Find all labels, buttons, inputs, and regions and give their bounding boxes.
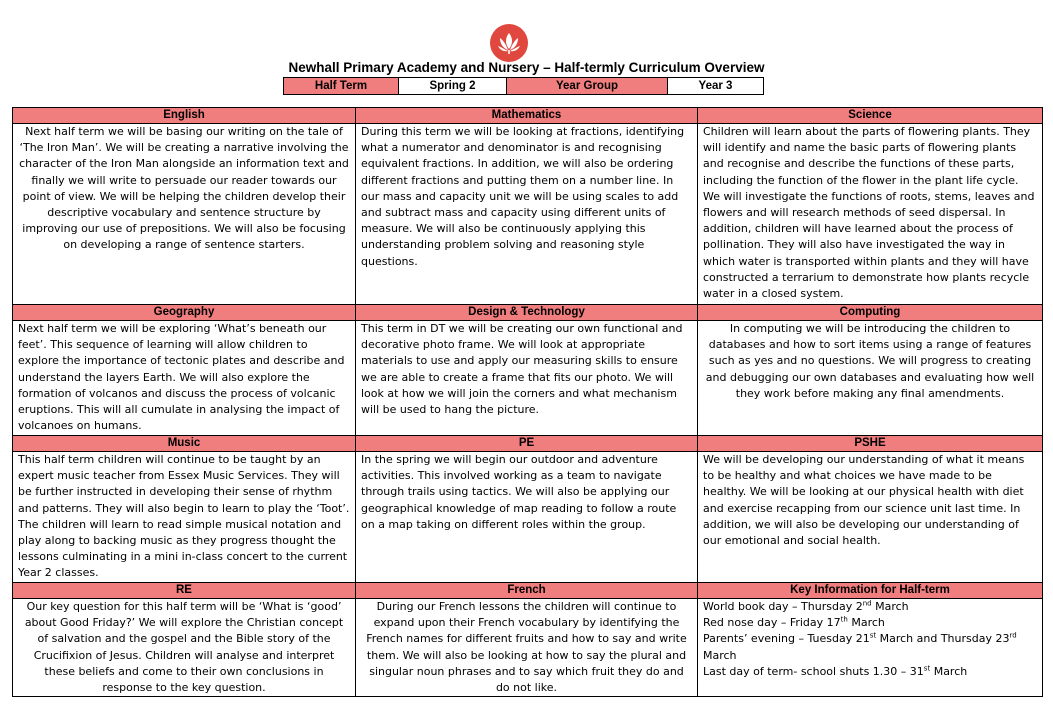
pe-heading: PE <box>356 436 698 452</box>
geography-heading: Geography <box>13 305 356 321</box>
term-info-table <box>283 77 764 95</box>
dt-text: This term in DT we will be creating our own functional and decorative photo frame. We will look at appropriate materials to use and apply our measuring skills to ensure we are able to create a frame that fits our photo. We will look at how we will join the corners and what mechanism will be used to hang the picture. <box>356 321 698 436</box>
french-text: During our French lessons the children will continue to expand upon their French vocabulary by identifying the French names for different fruits and how to say and write them. We will also be looking at how to say the plural and singular noun phrases and to say which fruit they do and do not like. <box>356 599 698 697</box>
content-row-4 <box>13 599 1043 697</box>
english-heading: English <box>13 108 356 124</box>
key-info-heading: Key Information for Half-term <box>698 583 1043 599</box>
key-date-red-nose-day: Red nose day – Friday 17th March <box>703 615 885 630</box>
re-text: Our key question for this half term will be ‘What is ‘good’ about Good Friday?’ We will explore the Christian concept of salvation and the gospel and the Bible story of the Crucifixion of Jesus. Children will analyse and interpret these beliefs and come to their own conclusions in response to the key question. <box>13 599 356 697</box>
page-title: Newhall Primary Academy and Nursery – Half-termly Curriculum Overview <box>288 60 765 75</box>
maths-text: During this term we will be looking at fractions, identifying what a numerator and denominator is and recognising equivalent fractions. In addition, we will also be ordering different fractions and putting them on a number line. In our mass and capacity unit we will be using scales to add and subtract mass and capacity using different units of measure. We will also be continuously applying this understanding problem solving and reasoning style questions. <box>356 124 698 305</box>
header-row-4 <box>13 583 1043 599</box>
key-date-parents-evening: Parents’ evening – Tuesday 21st March and Thursday 23rd March <box>703 631 1017 662</box>
year-group-label: Year Group <box>507 78 668 95</box>
re-heading: RE <box>13 583 356 599</box>
year-group-value: Year 3 <box>668 78 764 95</box>
key-info-list <box>698 599 1043 697</box>
content-row-2 <box>13 321 1043 436</box>
half-term-value: Spring 2 <box>399 78 507 95</box>
school-logo <box>490 24 528 62</box>
header-row-2 <box>13 305 1043 321</box>
dt-heading: Design & Technology <box>356 305 698 321</box>
music-heading: Music <box>13 436 356 452</box>
music-text: This half term children will continue to be taught by an expert music teacher from Essex Music Services. They will be further instructed in developing their sense of rhythm and patterns. They will also begin to learn to play the ‘Toot’. The children will learn to read simple musical notation and play along to backing music as they progress thought the lessons culminating in a mini in-class concert to the current Year 2 classes. <box>13 452 356 583</box>
pe-text: In the spring we will begin our outdoor and adventure activities. This involved working as a team to navigate through trails using tactics. We will also be applying our geographical knowledge of map reading to follow a route on a map taking on different roles within the group. <box>356 452 698 583</box>
english-text: Next half term we will be basing our writing on the tale of ‘The Iron Man’. We will be creating a narrative involving the character of the Iron Man alongside an information text and finally we will write to persuade our reader towards our point of view. We will be helping the children develop their descriptive vocabulary and sentence structure by improving our use of prepositions. We will also be focusing on developing a range of sentence starters. <box>13 124 356 305</box>
content-row-1 <box>13 124 1043 305</box>
geography-text: Next half term we will be exploring ‘What’s beneath our feet’. This sequence of learning will allow children to explore the importance of tectonic plates and describe and understand the layers Earth. We will also explore the formation of volcanos and discuss the process of volcanic eruptions. This will all cumulate in analysing the impact of volcanoes on humans. <box>13 321 356 436</box>
computing-heading: Computing <box>698 305 1043 321</box>
pshe-text: We will be developing our understanding of what it means to be healthy and what choices we have made to be healthy. We will be looking at our physical health with diet and exercise recapping from our science unit last time. In addition, we will also be developing our understanding of our emotional and social health. <box>698 452 1043 583</box>
science-text: Children will learn about the parts of flowering plants. They will identify and name the basic parts of flowering plants and recognise and describe the functions of these parts, including the function of the flower in the plant life cycle. We will investigate the functions of roots, stems, leaves and flowers and will research methods of seed dispersal. In addition, children will have learned about the process of pollination. They will also have investigated the way in which water is transported within plants and they will have constructed a terrarium to demonstrate how plants recycle water in a closed system. <box>698 124 1043 305</box>
french-heading: French <box>356 583 698 599</box>
header-row-1 <box>13 108 1043 124</box>
content-row-3 <box>13 452 1043 583</box>
science-heading: Science <box>698 108 1043 124</box>
pshe-heading: PSHE <box>698 436 1043 452</box>
header-row-3 <box>13 436 1043 452</box>
computing-text: In computing we will be introducing the children to databases and how to sort items using a range of features such as yes and no questions. We will progress to creating and debugging our own databases and evaluating how well they work before making any final amendments. <box>698 321 1043 436</box>
curriculum-grid <box>12 107 1043 697</box>
key-date-world-book-day: World book day – Thursday 2nd March <box>703 599 909 613</box>
key-date-last-day-of-term: Last day of term- school shuts 1.30 – 31st March <box>703 664 968 678</box>
half-term-label: Half Term <box>284 78 399 95</box>
maths-heading: Mathematics <box>356 108 698 124</box>
